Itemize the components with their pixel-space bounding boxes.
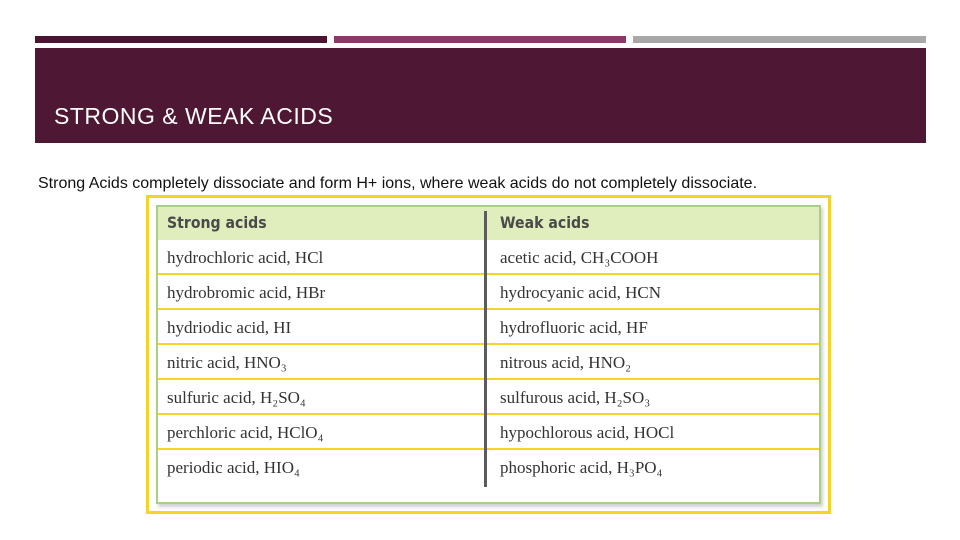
slide-body-text: Strong Acids completely dissociate and form H+ ions, where weak acids do not completely dissociate.: [38, 175, 758, 192]
weak-acid-cell: hydrofluoric acid, HF: [500, 318, 648, 337]
strong-acid-cell: sulfuric acid, H₂SO₄: [167, 388, 306, 407]
acids-table: [156, 205, 821, 504]
table-row: [158, 380, 819, 415]
accent-bar-right: [633, 36, 926, 43]
weak-acid-cell: sulfurous acid, H₂SO₃: [500, 388, 651, 407]
slide-title: STRONG & WEAK ACIDS: [54, 103, 334, 129]
table-header: [158, 207, 819, 240]
strong-acid-cell: hydrobromic acid, HBr: [167, 283, 326, 302]
accent-bar-middle: [334, 36, 626, 43]
strong-acid-cell: perchloric acid, HClO₄: [167, 423, 324, 442]
weak-acid-cell: nitrous acid, HNO₂: [500, 353, 632, 372]
title-band: [35, 48, 926, 143]
table-row: [158, 345, 819, 380]
table-row: [158, 310, 819, 345]
strong-acid-cell: hydrochloric acid, HCl: [167, 248, 324, 267]
strong-acid-cell: hydriodic acid, HI: [167, 318, 292, 337]
header-strong-acids: Strong acids: [167, 213, 267, 232]
column-divider: [484, 211, 487, 487]
accent-bar-left: [35, 36, 327, 43]
table-row: [158, 275, 819, 310]
header-weak-acids: Weak acids: [500, 213, 590, 232]
table-row: [158, 240, 819, 275]
table-row: [158, 415, 819, 450]
acids-table-frame: [146, 195, 831, 514]
strong-acid-cell: nitric acid, HNO₃: [167, 353, 287, 372]
weak-acid-cell: hypochlorous acid, HOCl: [500, 423, 675, 442]
table-row: [158, 450, 819, 485]
weak-acid-cell: hydrocyanic acid, HCN: [500, 283, 661, 302]
strong-acid-cell: periodic acid, HIO₄: [167, 458, 300, 477]
weak-acid-cell: acetic acid, CH₃COOH: [500, 248, 659, 267]
weak-acid-cell: phosphoric acid, H₃PO₄: [500, 458, 663, 477]
